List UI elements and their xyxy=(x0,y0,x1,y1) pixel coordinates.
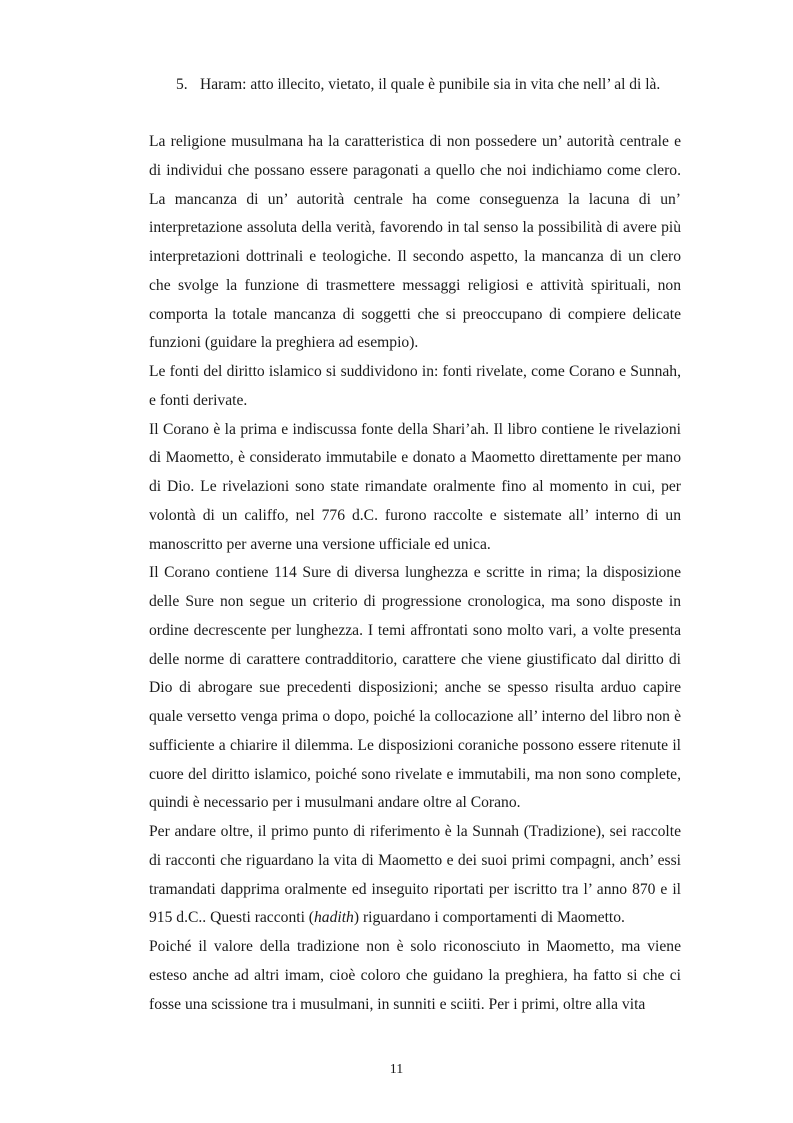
paragraph-sure: Il Corano contiene 114 Sure di diversa lunghezza e scritte in rima; la disposizione delle Sure non segue un criterio di progressione cronologica, ma sono disposte in ordine decrescente per lunghezza. I temi affrontati sono molto vari, a volte presenta delle norme di carattere contradditorio, carattere che viene giustificato dal diritto di Dio di abrogare sue precedenti disposizioni; anche se spesso risulta arduo capire quale versetto venga prima o dopo, poiché la collocazione all’ interno del libro non è sufficiente a chiarire il dilemma. Le disposizioni coraniche possono essere ritenute il cuore del diritto islamico, poiché sono rivelate e immutabili, ma non sono complete, quindi è necessario per i musulmani andare oltre al Corano. xyxy=(149,564,681,812)
page-number: 11 xyxy=(389,1062,404,1077)
paragraph-fonti: Le fonti del diritto islamico si suddividono in: fonti rivelate, come Corano e Sunnah, e fonti derivate. xyxy=(149,363,681,409)
paragraph-tradizione: Poiché il valore della tradizione non è solo riconosciuto in Maometto, ma viene esteso anche ad altri imam, cioè coloro che guidano la preghiera, ha fatto si che ci fosse una scissione tra i musulmani, in sunniti e sciiti. Per i primi, oltre alla vita xyxy=(149,938,681,1013)
list-item-text: Haram: atto illecito, vietato, il quale è punibile sia in vita che nell’ al di là. xyxy=(200,76,661,93)
sunnah-text-after: ) riguardano i comportamenti di Maometto. xyxy=(353,909,625,927)
sunnah-text-italic: hadith xyxy=(314,909,354,927)
list-item-number: 5. xyxy=(176,76,188,93)
paragraph-corano: Il Corano è la prima e indiscussa fonte della Shari’ah. Il libro contiene le rivelazioni di Maometto, è considerato immutabile e donato a Maometto direttamente per mano di Dio. Le rivelazioni sono state rimandate oralmente fino al momento in cui, per volontà di un califfo, nel 776 d.C. furono raccolte e sistemate all’ interno di un manoscritto per averne una versione ufficiale ed unica. xyxy=(149,420,681,553)
list-item-haram xyxy=(176,73,696,97)
paragraph-sunnah xyxy=(149,818,681,933)
paragraph-religione: La religione musulmana ha la caratteristica di non possedere un’ autorità centrale e di individui che possano essere paragonati a quello che noi indichiamo come clero. La mancanza di un’ autorità centrale ha come conseguenza la lacuna di un’ interpretazione assoluta della verità, favorendo in tal senso la possibilità di avere più interpretazioni dottrinali e teologiche. Il secondo aspetto, la mancanza di un clero che svolge la funzione di trasmettere messaggi religiosi e attività spirituali, non comporta la totale mancanza di soggetti che si preoccupano di compiere delicate funzioni (guidare la preghiera ad esempio). xyxy=(149,133,681,352)
body-text xyxy=(149,128,681,1019)
sunnah-text-before: Per andare oltre, il primo punto di riferimento è la Sunnah (Tradizione), sei raccolte di racconti che riguardano la vita di Maometto e dei suoi primi compagni, anch’ essi tramandati dapprima oralmente ed inseguito riportati per iscritto tra l’ anno 870 e il 915 d.C.. Questi racconti ( xyxy=(149,823,681,927)
